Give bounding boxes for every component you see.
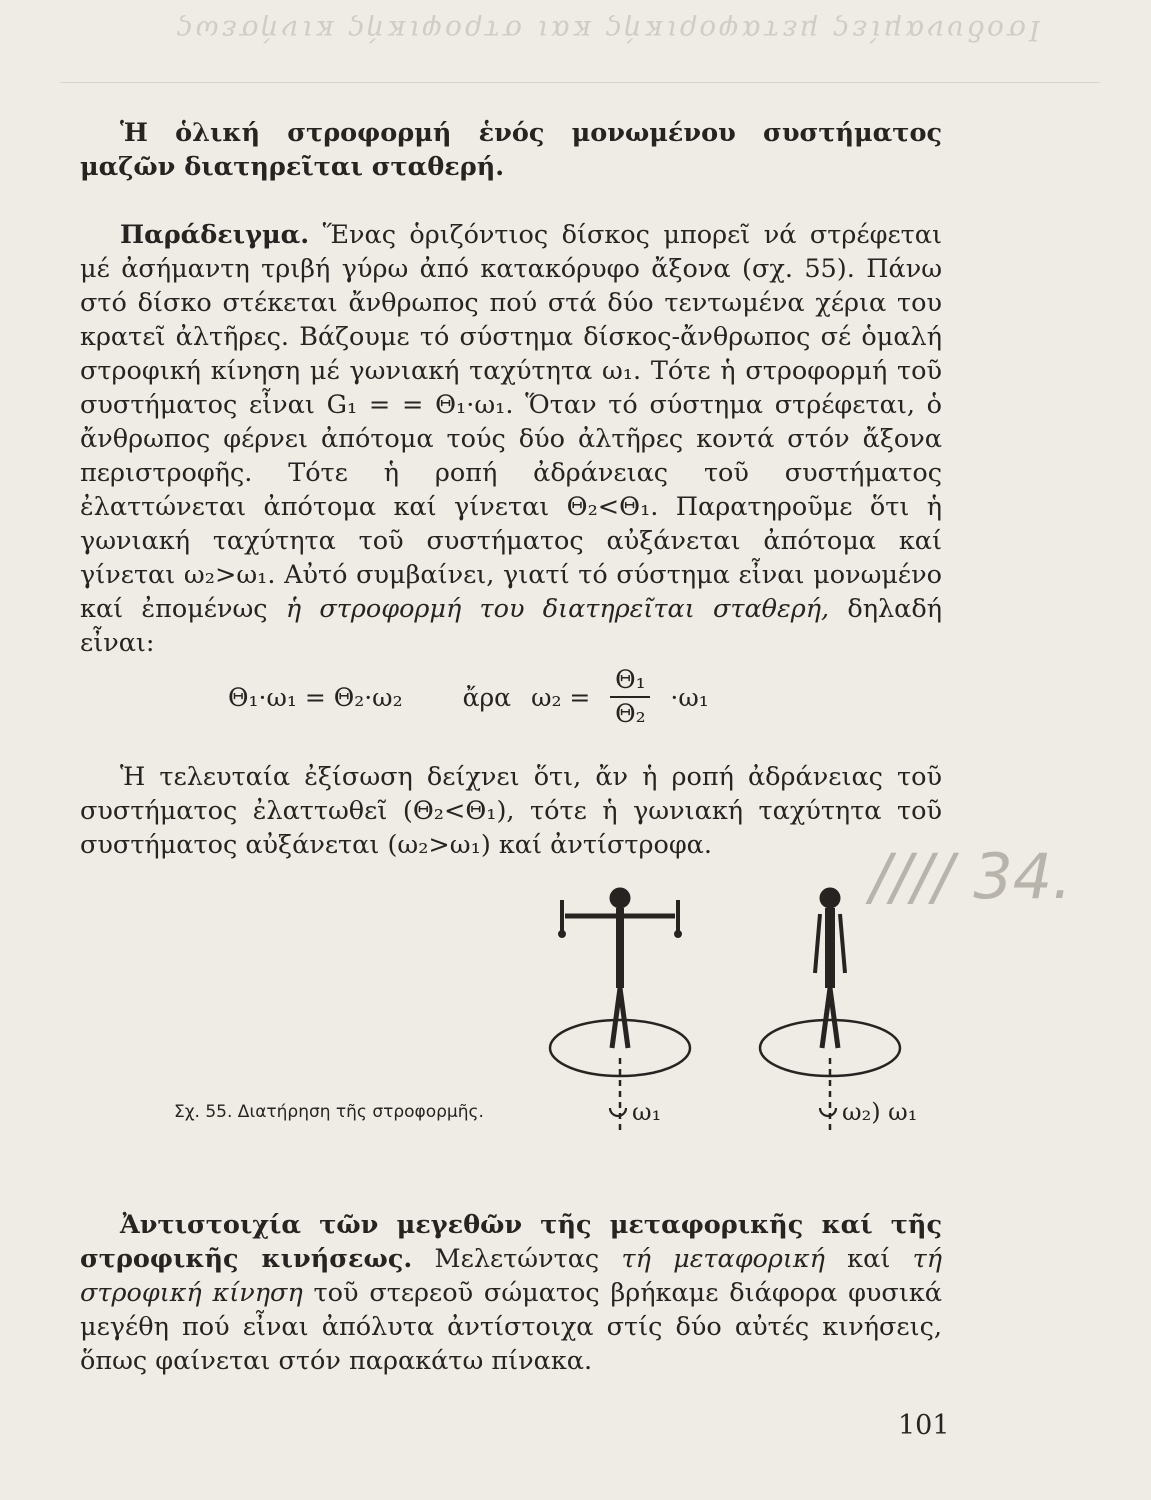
margin-mark: //// 34. <box>870 840 1072 913</box>
example-label: Παράδειγμα. <box>120 220 310 250</box>
figure-caption: Σχ. 55. Διατήρηση τῆς στροφορμῆς. <box>174 1102 484 1122</box>
example-paragraph <box>80 218 942 660</box>
example-text-italic: ἡ στροφορμή του διατηρεῖται σταθερή, <box>285 594 830 624</box>
conservation-statement: Ἡ ὁλική στροφορμή ἑνός μονωμένου συστήματος μαζῶν διατηρεῖται σταθερή. <box>80 118 942 182</box>
fraction-bar <box>610 696 650 698</box>
equation-word: ἄρα <box>462 682 512 712</box>
person-arms-out-icon <box>559 888 682 1048</box>
equation-lhs: ω₂ = <box>531 682 591 712</box>
example-text-a: Ἕνας ὁριζόντιος δίσκος μπορεῖ νά στρέφεται μέ ἀσήμαντη τριβή γύρω ἀπό κατακόρυφο ἄξονα (σχ. 55). Πάνω στό δίσκο στέκεται ἄνθρωπος πού στά δύο τεντωμένα χέρια του κρατεῖ ἀλτῆρες. Βάζουμε τό σύστημα δίσκος-ἄνθρωπος σέ ὁμαλή στροφική κίνηση μέ γωνιακή ταχύτητα ω₁. Τότε ἡ στροφορμή τοῦ συστήματος εἶναι G₁ = = Θ₁·ω₁. Ὅταν τό σύστημα στρέφεται, ὁ ἄνθρωπος φέρνει ἀπότομα τούς δύο ἀλτῆρες κοντά στόν ἄξονα περιστροφῆς. Τότε ἡ ροπή ἀδράνειας τοῦ συστήματος ἐλαττώνεται ἀπότομα καί γίνεται Θ₂<Θ₁. Παρατηροῦμε ὅτι ἡ γωνιακή ταχύτητα τοῦ συστήματος αὐξάνεται ἀπότομα καί γίνεται ω₂>ω₁. Αὐτό συμβαίνει, γιατί τό σύστημα εἶναι μονωμένο καί ἐπομένως <box>80 220 942 624</box>
equation-fraction <box>610 666 650 728</box>
figure-55 <box>540 878 960 1142</box>
example-text-b: δηλαδή εἶναι: <box>80 594 942 658</box>
correspondence-text-a: Μελετώντας <box>412 1244 622 1274</box>
correspondence-italic-1: τή μεταφορική <box>621 1244 825 1274</box>
bleed-through-line <box>60 82 1100 83</box>
equation-factor: ·ω₁ <box>670 682 709 712</box>
correspondence-italic-2: τή στροφική κίνηση <box>80 1244 942 1308</box>
fraction-numerator: Θ₁ <box>615 665 646 695</box>
correspondence-text-c: τοῦ στερεοῦ σώματος βρήκαμε διάφορα φυσικά μεγέθη πού εἶναι ἀπόλυτα ἀντίστοιχα στίς δύο αὐτές κινήσεις, ὅπως φαίνεται στόν παρακάτω πίνακα. <box>80 1278 942 1376</box>
omega-label-left: ω₁ <box>632 1098 662 1126</box>
handwritten-note: Ισοδυναμίες μεταφορικής και στροφικής κινήσεως <box>173 14 1040 47</box>
disc-right <box>760 1020 900 1076</box>
conclusion-paragraph: Ἡ τελευταία ἐξίσωση δείχνει ὅτι, ἄν ἡ ροπή ἀδράνειας τοῦ συστήματος ἐλαττωθεῖ (Θ₂<Θ₁), τότε ἡ γωνιακή ταχύτητα τοῦ συστήματος αὐξάνεται (ω₂>ω₁) καί ἀντίστροφα. <box>80 762 942 860</box>
person-arms-in-icon <box>815 888 845 1048</box>
rotation-arrow-left-icon <box>610 1108 626 1116</box>
rotation-arrow-right-icon <box>820 1108 836 1116</box>
correspondence-paragraph <box>80 1208 942 1378</box>
fraction-denominator: Θ₂ <box>615 698 646 728</box>
correspondence-text-b: καί <box>824 1244 913 1274</box>
equation <box>228 662 709 732</box>
page-number: 101 <box>898 1410 950 1441</box>
disc-left <box>550 1020 690 1076</box>
omega-label-right: ω₂) ω₁ <box>842 1098 918 1126</box>
correspondence-heading: Ἀντιστοιχία τῶν μεγεθῶν τῆς μεταφορικῆς καί τῆς στροφικῆς κινήσεως. <box>80 1210 942 1274</box>
equation-left: Θ₁·ω₁ = Θ₂·ω₂ <box>228 682 403 712</box>
